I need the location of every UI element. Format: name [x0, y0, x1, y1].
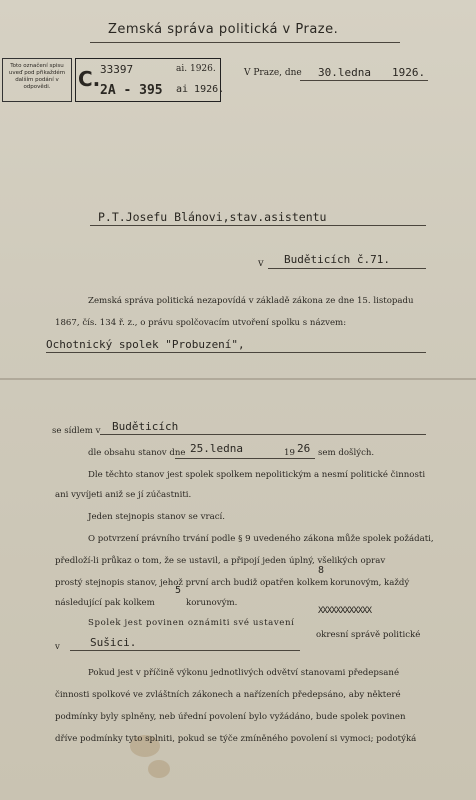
paper-fold [0, 378, 476, 380]
ref-year-2: ai 1926. [176, 84, 225, 95]
para5-line4: dříve podmínky tyto splniti, pokud se týče zmíněného povolení si vymoci; podotýká [55, 734, 417, 744]
addressee-place: Buděticích č.71. [284, 253, 390, 266]
statutes-date: 25.ledna [190, 442, 243, 455]
club-name-line [46, 352, 426, 353]
statutes-year-prefix: 19 [284, 448, 295, 458]
para4-line [70, 650, 300, 651]
para4-place: Sušici. [90, 636, 137, 649]
para2: Jeden stejnopis stanov se vrací. [88, 512, 225, 522]
statutes-line [175, 458, 315, 459]
place-date-prefix: V Praze, dne [244, 68, 302, 78]
seat-place: Buděticích [112, 420, 179, 433]
ref-number-2: 2A - 395 [100, 83, 163, 98]
statutes-prefix: dle obsahu stanov dne [88, 448, 186, 458]
letter-date: 30.ledna [318, 66, 371, 79]
para5-line1: Pokud jest v příčině výkonu jednotlivých odvětví stanovami předepsané [88, 668, 400, 678]
para3-line3-end: korunovým, každý [330, 578, 410, 588]
para3-line3: prostý stejnopis stanov, jehož první arch budiž opatřen kolkem [55, 578, 329, 588]
para5-line3: podmínky byly splněny, neb úřední povolení bylo vyžádáno, bude spolek povinen [55, 712, 406, 722]
letter-year: 1926. [392, 66, 426, 79]
para5-line2: činnosti spolkové ve zvláštních zákonech a nařízeních předepsáno, aby některé [55, 690, 401, 700]
ref-year-1: ai. 1926. [176, 64, 216, 74]
para3-line2: předloží-li průkaz o tom, že se ustavil, a připojí jeden úplný, všelikých oprav [55, 556, 386, 566]
club-name: Ochotnický spolek "Probuzení", [46, 338, 245, 351]
reference-box [75, 58, 225, 102]
addressee-line [90, 225, 426, 226]
para1-line2: ani vyvíjeti aniž se jí zúčastniti. [55, 490, 192, 500]
authority-heading: Zemská správa politická v Praze. [108, 22, 339, 37]
stamp-value-5: 5 [175, 585, 182, 596]
para4-in: v [55, 642, 60, 652]
para1-line1: Dle těchto stanov jest spolek spolkem nepolitickým a nesmí politické činnosti [88, 470, 426, 480]
statutes-suffix: sem došlých. [318, 448, 375, 458]
date-line [300, 80, 428, 81]
seat-prefix: se sídlem v [52, 426, 101, 436]
heading-rule [90, 42, 400, 43]
stain [148, 760, 170, 778]
struck-text: XXXXXXXXXXXX [318, 606, 372, 616]
intro-line-2: 1867, čís. 134 ř. z., o právu spolčovacím utvoření spolku s názvem: [55, 318, 347, 328]
intro-line-1: Zemská správa politická nezapovídá v základě zákona ze dne 15. listopadu [88, 296, 414, 306]
reference-note: Toto označení spisu uveď pod přikaždém dalším podání v odpovědi. [8, 63, 66, 90]
reference-note-box [2, 58, 72, 102]
para3-line1: O potvrzení právního trvání podle § 9 uvedeného zákona může spolek požádati, [88, 534, 434, 544]
statutes-year: 26 [297, 442, 311, 455]
addressee-name: P.T.Josefu Blánovi,stav.asistentu [98, 210, 327, 224]
para4-right: okresní správě politické [316, 630, 421, 640]
stamp-value-8: 8 [318, 565, 325, 576]
seat-line [100, 434, 426, 435]
ref-c: C. [78, 67, 101, 91]
para4-line1: Spolek jest povinen oznámiti své ustavení [88, 618, 295, 628]
ref-number-1: 33397 [100, 63, 134, 76]
addressee-in: v [258, 258, 264, 269]
para3-line4: následující pak kolkem [55, 598, 155, 608]
para3-line4-end: korunovým. [186, 598, 238, 608]
addressee-place-line [268, 268, 426, 269]
